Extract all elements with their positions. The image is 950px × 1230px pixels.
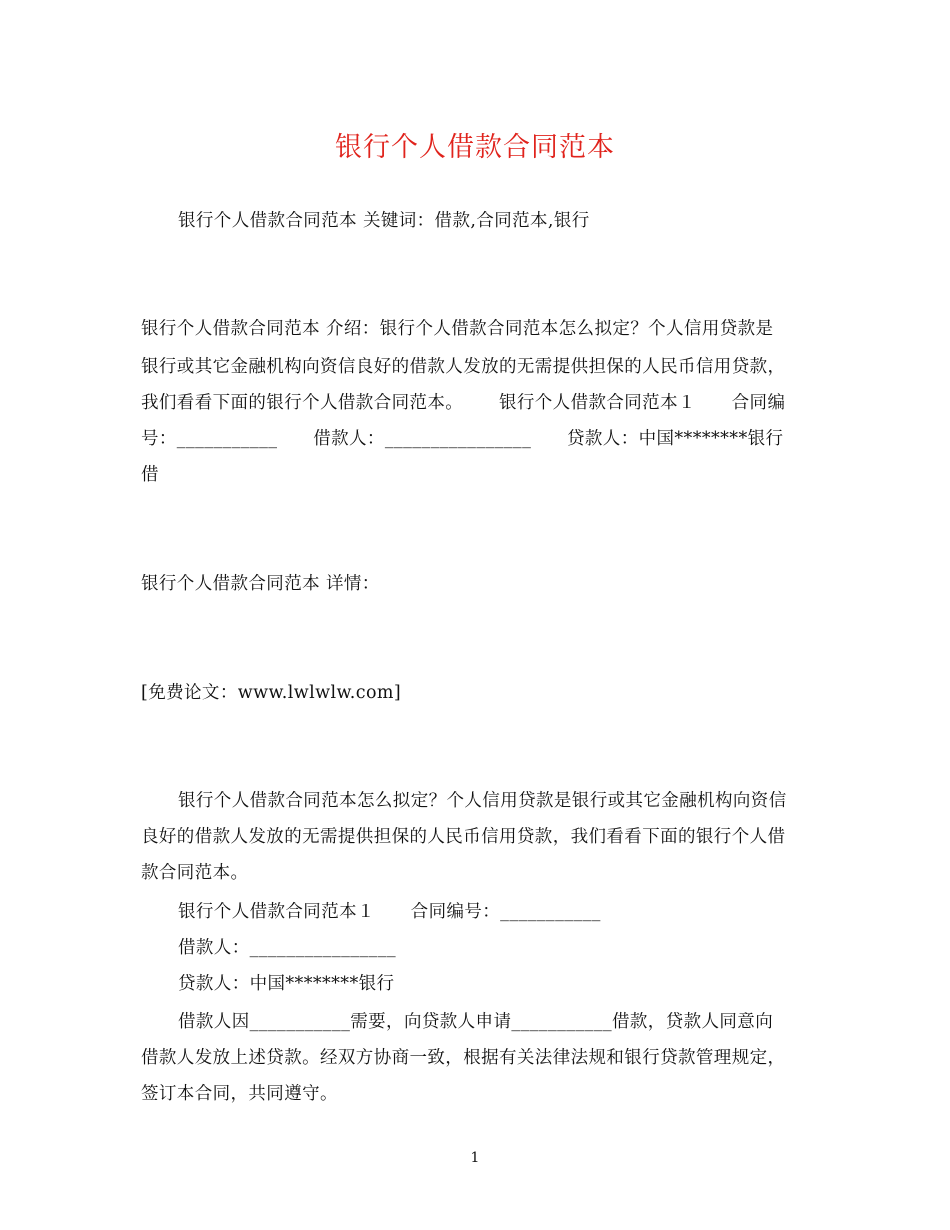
body-paragraph-line: 签订本合同，共同遵守。	[141, 1084, 338, 1104]
contract-number-line: 银行个人借款合同范本１ 合同编号：___________	[178, 902, 601, 922]
page-number: 1	[470, 1150, 480, 1166]
keywords-line: 银行个人借款合同范本 关键词：借款,合同范本,银行	[178, 211, 590, 231]
body-paragraph-line: 借款人因___________需要，向贷款人申请___________借款，贷款人同意向	[178, 1012, 774, 1032]
document-title: 银行个人借款合同范本	[335, 132, 615, 163]
body-paragraph-line: 良好的借款人发放的无需提供担保的人民币信用贷款，我们看看下面的银行个人借	[141, 827, 786, 847]
body-paragraph-line: 款合同范本。	[141, 863, 249, 883]
intro-line: 借	[141, 465, 159, 485]
details-heading: 银行个人借款合同范本 详情：	[141, 574, 380, 594]
source-note: [免费论文：www.lwlwlw.com]	[141, 683, 402, 703]
lender-line: 贷款人：中国********银行	[178, 974, 395, 994]
body-paragraph-line: 借款人发放上述贷款。经双方协商一致，根据有关法律法规和银行贷款管理规定，	[141, 1048, 786, 1068]
borrower-line: 借款人：________________	[178, 938, 396, 958]
intro-line: 银行个人借款合同范本 介绍：银行个人借款合同范本怎么拟定？个人信用贷款是	[141, 319, 774, 339]
intro-line: 号：___________ 借款人：________________ 贷款人：中国********银行	[141, 429, 784, 449]
intro-line: 银行或其它金融机构向资信良好的借款人发放的无需提供担保的人民币信用贷款，	[141, 357, 786, 377]
intro-line: 我们看看下面的银行个人借款合同范本。 银行个人借款合同范本１ 合同编	[141, 393, 786, 413]
body-paragraph-line: 银行个人借款合同范本怎么拟定？个人信用贷款是银行或其它金融机构向资信	[178, 791, 787, 811]
